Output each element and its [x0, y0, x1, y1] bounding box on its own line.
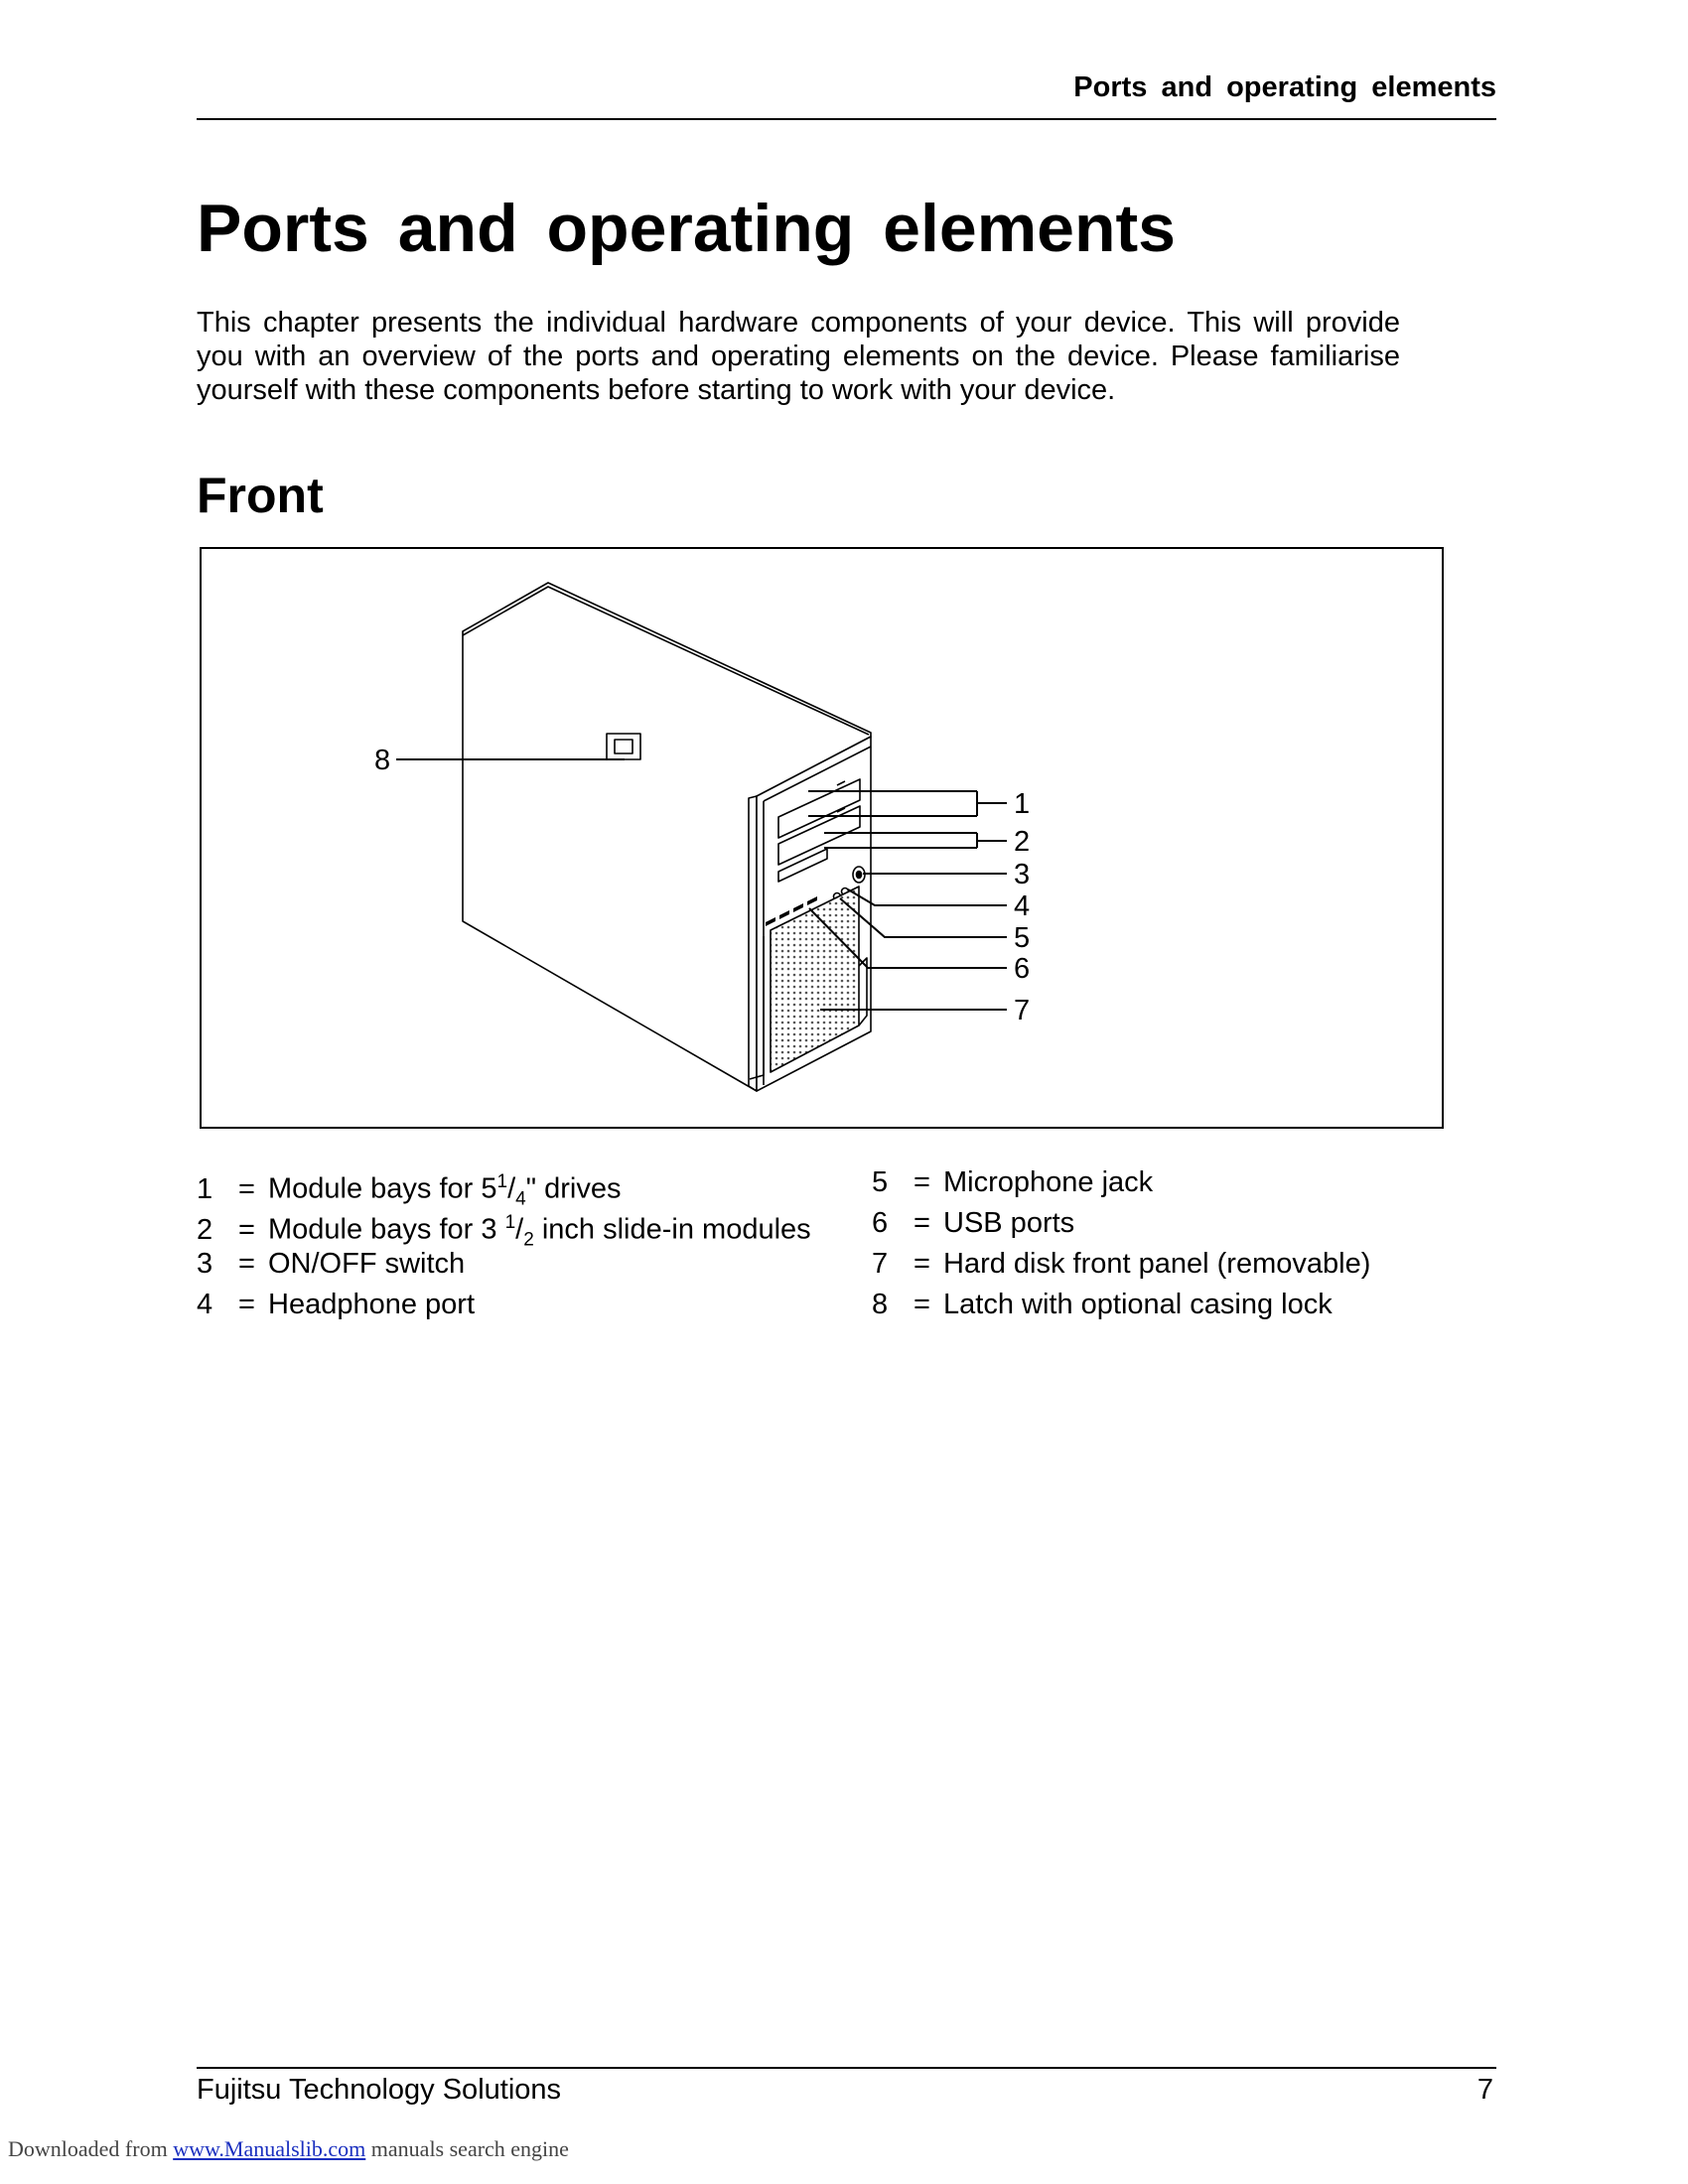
chapter-title: Ports and operating elements — [197, 191, 1176, 266]
download-note: Downloaded from www.Manualslib.com manuals search engine — [8, 2136, 569, 2161]
callout-4: 4 — [1014, 890, 1031, 922]
legend-column-right — [872, 1165, 1370, 1328]
legend-item: 6 = USB ports — [872, 1207, 1075, 1239]
callout-6: 6 — [1014, 953, 1031, 985]
footer-rule — [197, 2067, 1496, 2069]
legend-item: 3 = ON/OFF switch — [197, 1248, 466, 1280]
front-view-figure — [200, 547, 1444, 1129]
running-header: Ports and operating elements — [1073, 71, 1496, 103]
chapter-intro: This chapter presents the individual hardware components of your device. This will provide you with an overview of the ports and operating elements on the device. Please familiarise yourself with these components before starting to work with your device. — [197, 307, 1400, 406]
legend-item: 5 = Microphone jack — [872, 1166, 1154, 1198]
manualslib-link[interactable]: www.Manualslib.com — [173, 2136, 366, 2161]
legend-item: 1 = Module bays for $5^1/_4$" drives — [197, 1171, 622, 1210]
callout-7: 7 — [1014, 995, 1031, 1026]
legend-item: 2 = Module bays for 3 $^1/_2$ inch slide-in modules — [197, 1212, 811, 1251]
pc-tower-illustration — [202, 549, 1446, 1131]
callout-2: 2 — [1014, 826, 1031, 858]
legend-item: 4 = Headphone port — [197, 1289, 475, 1320]
callout-1: 1 — [1014, 788, 1031, 820]
legend-item: 7 = Hard disk front panel (removable) — [872, 1248, 1371, 1280]
callout-8: 8 — [374, 745, 391, 776]
legend-item: 8 = Latch with optional casing lock — [872, 1289, 1333, 1320]
callout-3: 3 — [1014, 859, 1031, 890]
callout-5: 5 — [1014, 922, 1031, 954]
legend-column-left — [197, 1165, 811, 1328]
section-title-front: Front — [197, 468, 324, 523]
page-number: 7 — [1477, 2074, 1493, 2106]
header-rule — [197, 118, 1496, 120]
footer-company: Fujitsu Technology Solutions — [197, 2074, 562, 2106]
